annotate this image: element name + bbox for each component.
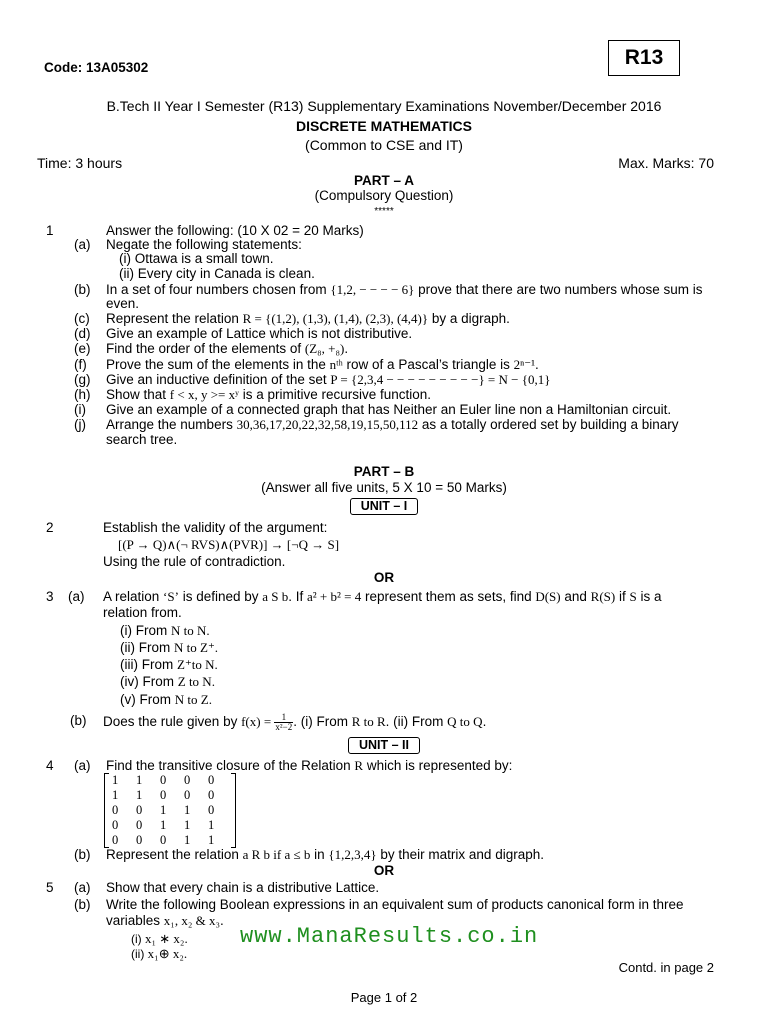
item-text: Negate the following statements: xyxy=(106,237,302,252)
q2-text2: Using the rule of contradiction. xyxy=(103,554,286,569)
matrix-cell: 1 xyxy=(136,788,143,802)
regulation-box: R13 xyxy=(608,40,680,76)
matrix-cell: 0 xyxy=(160,773,167,787)
item-label: (g) xyxy=(74,372,91,387)
common-branches: (Common to CSE and IT) xyxy=(305,137,463,153)
page-number: Page 1 of 2 xyxy=(350,990,418,1005)
item-label: (b) xyxy=(74,897,91,912)
item-text: Show that f < x, y >= xʸ is a primitive recursive function. xyxy=(106,387,432,402)
matrix-cell: 0 xyxy=(136,833,143,847)
matrix-cell: 0 xyxy=(160,833,167,847)
q3-case: (iii) From Z⁺to N. xyxy=(120,657,218,672)
q5a-text: Show that every chain is a distributive Lattice. xyxy=(106,880,380,895)
matrix-cell: 0 xyxy=(112,803,119,817)
matrix-cell: 0 xyxy=(208,773,215,787)
website-watermark: www.ManaResults.co.in xyxy=(240,924,539,949)
item-text: In a set of four numbers chosen from {1,2, − − − − 6} prove that there are two numbers whose sum is xyxy=(106,282,703,297)
matrix-cell: 1 xyxy=(160,818,167,832)
q3a-text-continuation: relation from. xyxy=(103,605,182,620)
item-text: Find the order of the elements of (Z₈, +₈). xyxy=(106,341,349,356)
unit-2-heading xyxy=(0,737,768,754)
item-text: (ii) Every city in Canada is clean. xyxy=(119,266,315,281)
question-number: 5 xyxy=(46,880,54,895)
item-label: (f) xyxy=(74,357,87,372)
item-text: Give an inductive definition of the set P = {2,3,4 − − − − − − − − −} = N − {0,1} xyxy=(106,372,551,387)
q3-case: (ii) From N to Z⁺. xyxy=(120,640,219,655)
matrix-cell: 1 xyxy=(112,788,119,802)
or-separator: OR xyxy=(373,570,395,585)
matrix-right-bracket xyxy=(231,773,236,848)
matrix-cell: 0 xyxy=(160,788,167,802)
q5b-part-i: (i) x₁ ∗ x₂. xyxy=(131,931,188,946)
item-text: Prove the sum of the elements in the nᵗʰ row of a Pascal’s triangle is 2ⁿ⁻¹. xyxy=(106,357,539,372)
matrix-left-bracket xyxy=(104,773,109,848)
item-text: Give an example of Lattice which is not distributive. xyxy=(106,326,413,341)
question-number: 4 xyxy=(46,758,54,773)
q3-case: (iv) From Z to N. xyxy=(120,674,215,689)
matrix-row xyxy=(112,833,232,848)
matrix-cell: 0 xyxy=(112,833,119,847)
question-number: 1 xyxy=(46,223,54,238)
item-label: (a) xyxy=(74,880,91,895)
unit-1-box: UNIT – I xyxy=(350,498,419,515)
max-marks: Max. Marks: 70 xyxy=(618,155,714,171)
fraction: $\frac{1}{\text{x²−2}}$ xyxy=(275,712,293,732)
item-text: Give an example of a connected graph that has Neither an Euler line non a Hamiltonian circuit. xyxy=(106,402,672,417)
exam-time: Time: 3 hours xyxy=(37,155,123,171)
matrix-cell: 1 xyxy=(136,773,143,787)
item-text: Arrange the numbers 30,36,17,20,22,32,58,19,15,50,112 as a totally ordered set by building a binary xyxy=(106,417,679,432)
unit-1-heading xyxy=(0,498,768,515)
question-paper-code: Code: 13A05302 xyxy=(44,60,149,75)
q3a-text: A relation ‘S’ is defined by a S b. If a² + b² = 4 represent them as sets, find D(S) and R(S) if S is a xyxy=(103,589,662,604)
item-label: (a) xyxy=(74,237,91,252)
q4b-text: Represent the relation a R b if a ≤ b in {1,2,3,4} by their matrix and digraph. xyxy=(106,847,544,862)
unit-2-box: UNIT – II xyxy=(348,737,420,754)
q3-case: (i) From N to N. xyxy=(120,623,210,638)
q4a-text: Find the transitive closure of the Relation R which is represented by: xyxy=(106,758,513,773)
q5b-text-continuation: variables x₁, x₂ & x₃. xyxy=(106,913,224,928)
relation-matrix xyxy=(104,773,236,848)
q3b-text: Does the rule given by f(x) = $\frac{1}{\text{x²−2}}$ . (i) From R to R. (ii) From Q to Q. xyxy=(103,712,487,732)
matrix-cell: 0 xyxy=(136,803,143,817)
matrix-rows xyxy=(112,773,232,848)
q2-text: Establish the validity of the argument: xyxy=(103,520,328,535)
item-label: (e) xyxy=(74,341,91,356)
item-label: (h) xyxy=(74,387,91,402)
stars-separator: ***** xyxy=(374,206,394,217)
item-text: (i) Ottawa is a small town. xyxy=(119,251,274,266)
part-b-title: PART – B xyxy=(353,464,415,479)
matrix-cell: 1 xyxy=(208,833,215,847)
matrix-row xyxy=(112,773,232,788)
or-separator: OR xyxy=(373,863,395,878)
matrix-cell: 0 xyxy=(184,773,191,787)
matrix-cell: 1 xyxy=(208,818,215,832)
q5b-part-ii: (ii) x₁⊕ x₂. xyxy=(131,946,188,961)
matrix-row xyxy=(112,818,232,833)
q5b-text: Write the following Boolean expressions in an equivalent sum of products canonical form in three xyxy=(106,897,684,912)
matrix-cell: 0 xyxy=(112,818,119,832)
matrix-cell: 1 xyxy=(160,803,167,817)
item-label: (i) xyxy=(74,402,86,417)
matrix-row xyxy=(112,803,232,818)
q3-case: (v) From N to Z. xyxy=(120,692,212,707)
item-label: (c) xyxy=(74,311,90,326)
item-label: (b) xyxy=(74,847,91,862)
matrix-cell: 1 xyxy=(184,833,191,847)
item-text-continuation: search tree. xyxy=(106,432,178,447)
exam-title: B.Tech II Year I Semester (R13) Supplementary Examinations November/December 2016 xyxy=(106,98,662,114)
item-label: (a) xyxy=(74,758,91,773)
item-text-continuation: even. xyxy=(106,296,140,311)
item-label: (a) xyxy=(68,589,85,604)
matrix-cell: 0 xyxy=(184,788,191,802)
matrix-row xyxy=(112,788,232,803)
part-a-instruction: Answer the following: (10 X 02 = 20 Marks) xyxy=(106,223,364,238)
question-number: 3 xyxy=(46,589,54,604)
subject-title: DISCRETE MATHEMATICS xyxy=(295,118,473,134)
continued-note: Contd. in page 2 xyxy=(618,960,714,975)
question-number: 2 xyxy=(46,520,54,535)
item-label: (b) xyxy=(70,713,87,728)
item-label: (d) xyxy=(74,326,91,341)
matrix-cell: 1 xyxy=(184,803,191,817)
matrix-cell: 1 xyxy=(184,818,191,832)
matrix-cell: 0 xyxy=(208,803,215,817)
matrix-cell: 1 xyxy=(112,773,119,787)
q2-formula: [(P → Q)∧(¬ RVS)∧(PVR)] → [¬Q → S] xyxy=(118,537,340,552)
part-b-subtitle: (Answer all five units, 5 X 10 = 50 Marks) xyxy=(261,480,507,495)
part-a-subtitle: (Compulsory Question) xyxy=(314,188,454,203)
item-label: (j) xyxy=(74,417,86,432)
item-label: (b) xyxy=(74,282,91,297)
matrix-cell: 0 xyxy=(136,818,143,832)
matrix-cell: 0 xyxy=(208,788,215,802)
part-a-title: PART – A xyxy=(353,173,414,188)
item-text: Represent the relation R = {(1,2), (1,3), (1,4), (2,3), (4,4)} by a digraph. xyxy=(106,311,510,326)
